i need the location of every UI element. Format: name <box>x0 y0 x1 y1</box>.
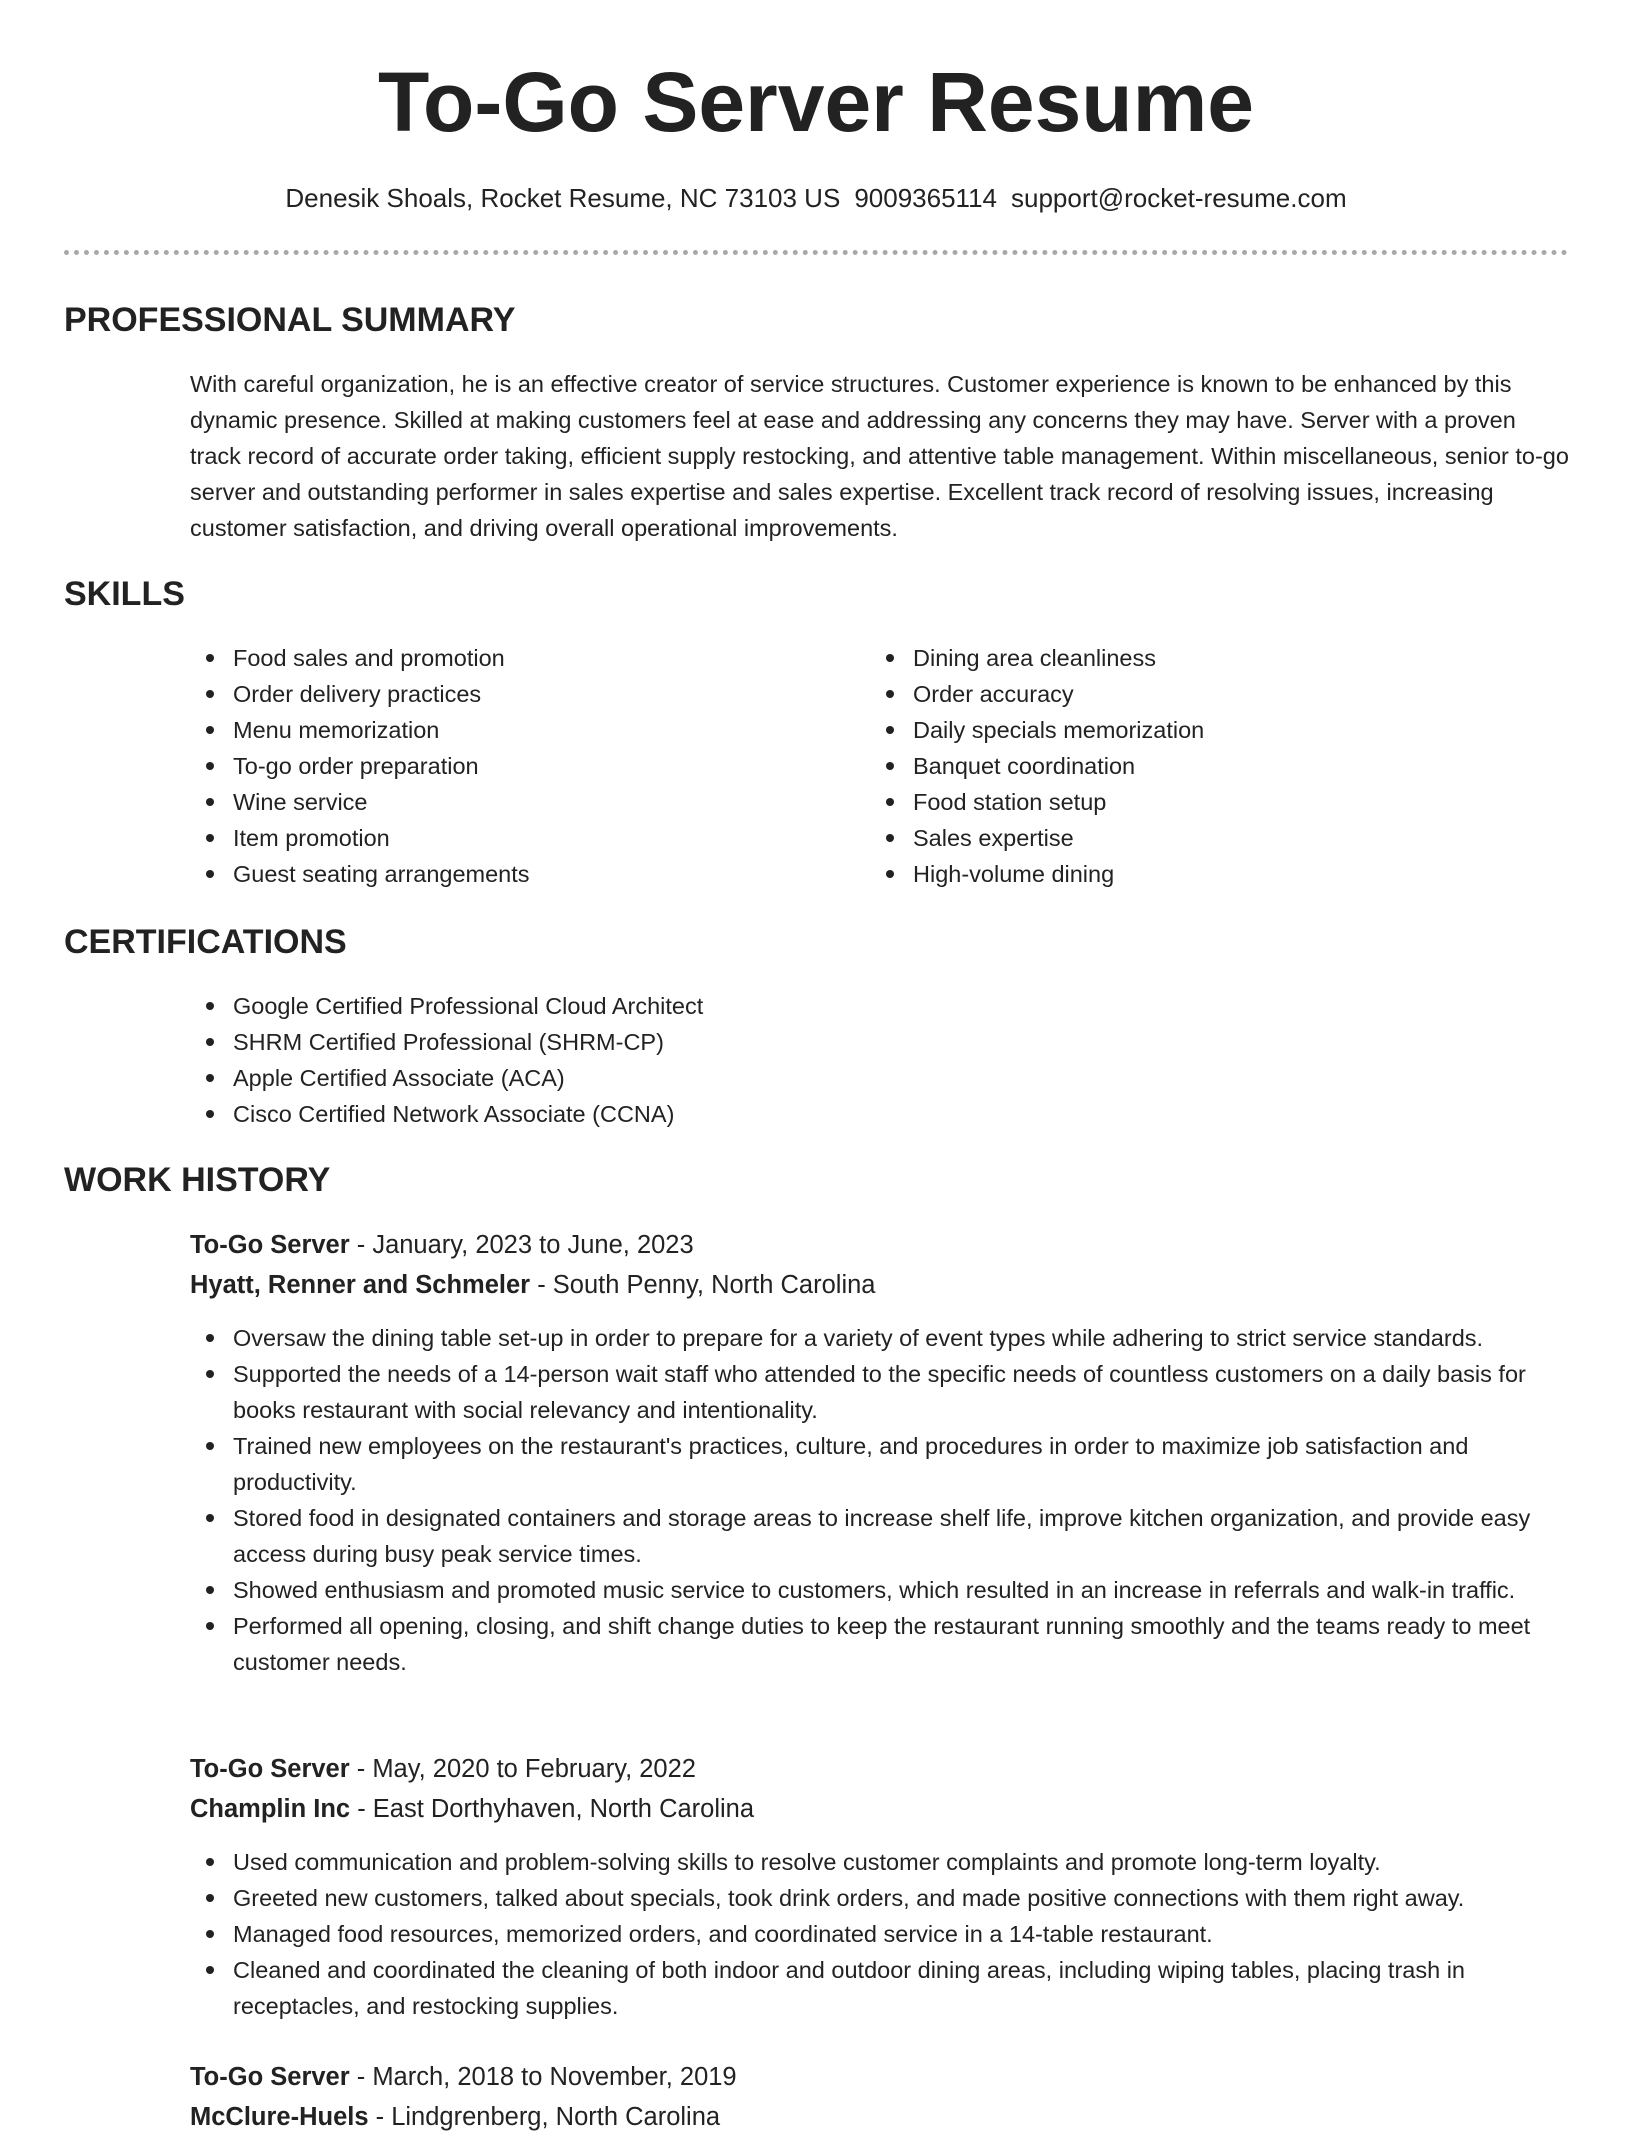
skill-item: Food sales and promotion <box>190 640 810 676</box>
skill-item: Menu memorization <box>190 712 810 748</box>
job-location: - East Dorthyhaven, North Carolina <box>350 1795 755 1823</box>
skill-item: Guest seating arrangements <box>190 856 810 892</box>
job-title: To-Go Server <box>190 2063 350 2091</box>
section-heading-summary: PROFESSIONAL SUMMARY <box>64 301 516 339</box>
skill-item: Dining area cleanliness <box>870 640 1490 676</box>
job-company: Hyatt, Renner and Schmeler <box>190 1271 531 1299</box>
skill-item: Order delivery practices <box>190 676 810 712</box>
job-title-line <box>190 1226 694 1264</box>
resume-title: To-Go Server Resume <box>377 55 1255 149</box>
contact-line <box>0 180 1632 216</box>
job-duty-item: Managed food resources, memorized orders, and coordinated service in a 14-table restaurant. <box>190 1916 1590 1952</box>
skill-item: High-volume dining <box>870 856 1490 892</box>
contact-phone: 9009365114 <box>854 183 997 213</box>
skill-item: Sales expertise <box>870 820 1490 856</box>
job-company-line <box>190 1266 875 1304</box>
certifications-list <box>190 988 1390 1132</box>
job-duty-item: Oversaw the dining table set-up in order to prepare for a variety of event types while adhering to strict service standards. <box>190 1320 1590 1356</box>
job-dates: - May, 2020 to February, 2022 <box>349 1755 696 1783</box>
job-duty-item: Supported the needs of a 14-person wait staff who attended to the specific needs of countless customers on a daily basis for books restaurant with social relevancy and intentionality. <box>190 1356 1590 1428</box>
job-title-line <box>190 1750 696 1788</box>
job-duty-item: Cleaned and coordinated the cleaning of both indoor and outdoor dining areas, including wiping tables, placing trash in receptacles, and restocking supplies. <box>190 1952 1590 2024</box>
job-duty-item: Used communication and problem-solving skills to resolve customer complaints and promote long-term loyalty. <box>190 1844 1590 1880</box>
skill-item: Daily specials memorization <box>870 712 1490 748</box>
header-divider <box>64 250 1568 255</box>
job-title-line <box>190 2058 737 2096</box>
skill-item: To-go order preparation <box>190 748 810 784</box>
job-location: - South Penny, North Carolina <box>530 1271 876 1299</box>
job-duty-item: Greeted new customers, talked about specials, took drink orders, and made positive connections with them right away. <box>190 1880 1590 1916</box>
job-title: To-Go Server <box>190 1755 350 1783</box>
section-heading-skills: SKILLS <box>64 575 185 613</box>
job-duty-item: Performed all opening, closing, and shift change duties to keep the restaurant running smoothly and the teams ready to meet customer needs. <box>190 1608 1590 1680</box>
job-duties-list <box>190 1320 1590 1680</box>
job-company: Champlin Inc <box>190 1795 351 1823</box>
job-duty-item: Showed enthusiasm and promoted music service to customers, which resulted in an increase in referrals and walk-in traffic. <box>190 1572 1590 1608</box>
job-title: To-Go Server <box>190 1231 350 1259</box>
certification-item: Apple Certified Associate (ACA) <box>190 1060 1390 1096</box>
certification-item: Google Certified Professional Cloud Architect <box>190 988 1390 1024</box>
skill-item: Order accuracy <box>870 676 1490 712</box>
job-duty-item: Trained new employees on the restaurant's practices, culture, and procedures in order to maximize job satisfaction and productivity. <box>190 1428 1590 1500</box>
job-duties-list <box>190 1844 1590 2024</box>
contact-email: support@rocket-resume.com <box>1010 183 1347 213</box>
section-heading-work-history: WORK HISTORY <box>64 1161 331 1199</box>
job-company-line <box>190 2098 720 2136</box>
skill-item: Food station setup <box>870 784 1490 820</box>
job-location: - Lindgrenberg, North Carolina <box>368 2103 721 2131</box>
skill-item: Item promotion <box>190 820 810 856</box>
contact-address: Denesik Shoals, Rocket Resume, NC 73103 US <box>285 183 841 213</box>
summary-text: With careful organization, he is an effective creator of service structures. Customer experience is known to be enhanced by this dynamic presence. Skilled at making customers feel at ease and addressing any concerns they may have. Server with a proven track record of accurate order taking, efficient supply restocking, and attentive table management. Within miscellaneous, senior to-go server and outstanding performer in sales expertise and sales expertise. Excellent track record of resolving issues, increasing customer satisfaction, and driving overall operational improvements. <box>190 371 1569 541</box>
job-duty-item: Stored food in designated containers and storage areas to increase shelf life, improve kitchen organization, and provide easy access during busy peak service times. <box>190 1500 1590 1572</box>
skill-item: Wine service <box>190 784 810 820</box>
section-heading-certifications: CERTIFICATIONS <box>64 923 347 961</box>
skills-list-left <box>190 640 810 892</box>
job-dates: - March, 2018 to November, 2019 <box>349 2063 737 2091</box>
job-company-line <box>190 1790 754 1828</box>
job-dates: - January, 2023 to June, 2023 <box>349 1231 694 1259</box>
skills-list-right <box>870 640 1490 892</box>
certification-item: Cisco Certified Network Associate (CCNA) <box>190 1096 1390 1132</box>
job-company: McClure-Huels <box>190 2103 369 2131</box>
certification-item: SHRM Certified Professional (SHRM-CP) <box>190 1024 1390 1060</box>
skill-item: Banquet coordination <box>870 748 1490 784</box>
